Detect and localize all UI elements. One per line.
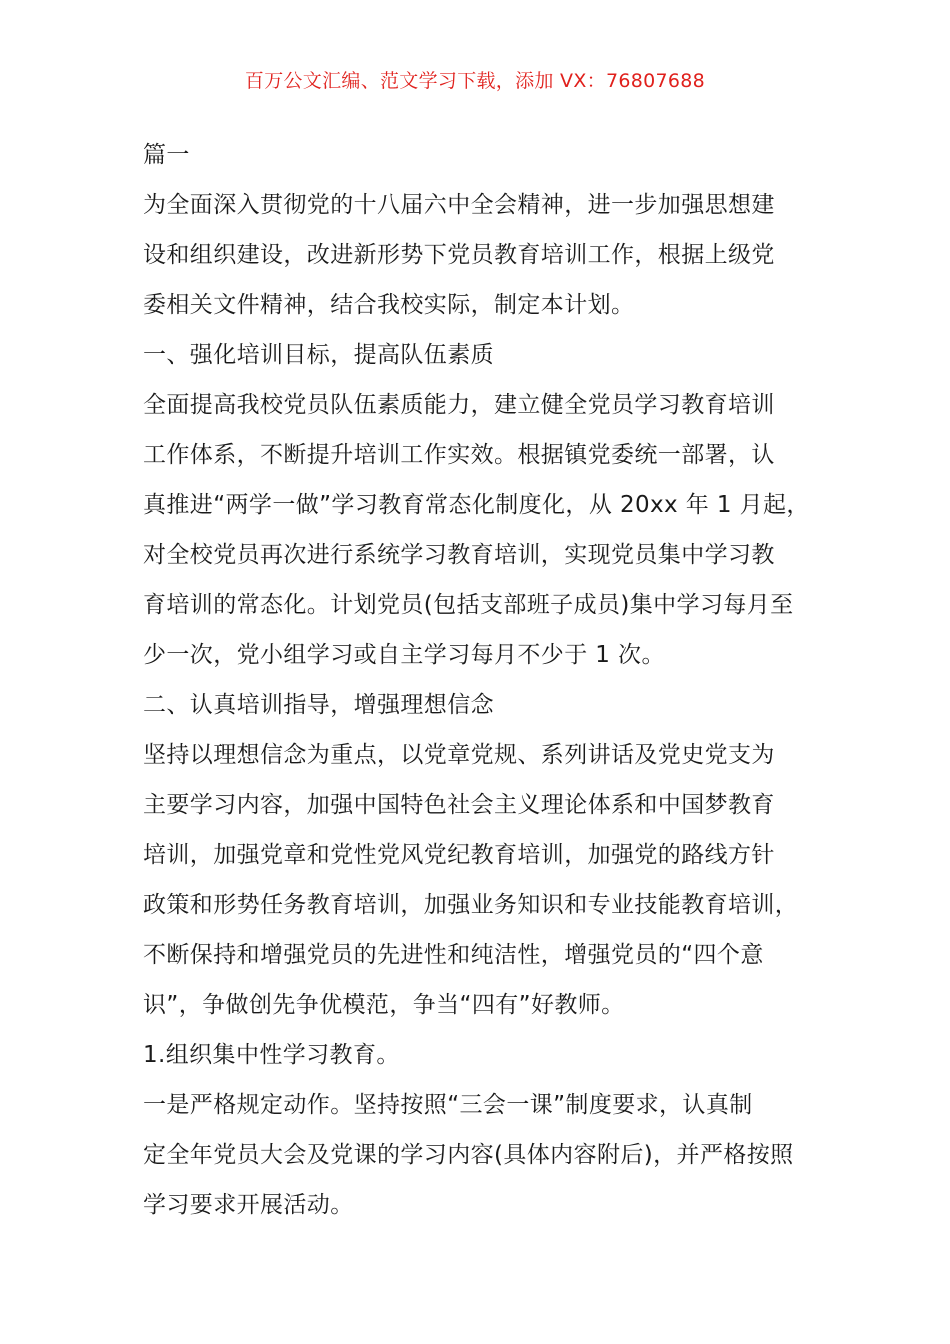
paragraph-line: 培训，加强党章和党性党风党纪教育培训，加强党的路线方针 [143, 842, 775, 868]
paragraph-line: 育培训的常态化。计划党员(包括支部班子成员)集中学习每月至 [143, 592, 794, 618]
paragraph-line: 学习要求开展活动。 [143, 1192, 354, 1218]
paragraph-line: 主要学习内容，加强中国特色社会主义理论体系和中国梦教育 [143, 792, 775, 818]
paragraph-line: 设和组织建设，改进新形势下党员教育培训工作，根据上级党 [143, 242, 775, 268]
heading-line: 二、认真培训指导，增强理想信念 [143, 692, 494, 718]
paragraph-line: 识”，争做创先争优模范，争当“四有”好教师。 [143, 992, 625, 1018]
paragraph-line: 工作体系，不断提升培训工作实效。根据镇党委统一部署，认 [143, 442, 775, 468]
paragraph-line: 定全年党员大会及党课的学习内容(具体内容附后)，并严格按照 [143, 1142, 794, 1168]
section-title: 篇一 [143, 142, 190, 168]
paragraph-line: 不断保持和增强党员的先进性和纯洁性，增强党员的“四个意 [143, 942, 764, 968]
paragraph-line: 为全面深入贯彻党的十八届六中全会精神，进一步加强思想建 [143, 192, 775, 218]
paragraph-line: 少一次，党小组学习或自主学习每月不少于 1 次。 [143, 642, 665, 668]
watermark-header: 百万公文汇编、范文学习下载，添加 VX：76807688 [244, 70, 706, 92]
paragraph-line: 真推进“两学一做”学习教育常态化制度化，从 20xx 年 1 月起， [143, 492, 810, 518]
paragraph-line: 委相关文件精神，结合我校实际，制定本计划。 [143, 292, 635, 318]
heading-line: 1.组织集中性学习教育。 [143, 1042, 400, 1068]
document-body [143, 130, 833, 1230]
paragraph-line: 全面提高我校党员队伍素质能力，建立健全党员学习教育培训 [143, 392, 775, 418]
paragraph-line: 对全校党员再次进行系统学习教育培训，实现党员集中学习教 [143, 542, 775, 568]
paragraph-line: 政策和形势任务教育培训，加强业务知识和专业技能教育培训， [143, 892, 799, 918]
paragraph-line: 坚持以理想信念为重点，以党章党规、系列讲话及党史党支为 [143, 742, 775, 768]
paragraph-line: 一是严格规定动作。坚持按照“三会一课”制度要求，认真制 [143, 1092, 753, 1118]
heading-line: 一、强化培训目标，提高队伍素质 [143, 342, 494, 368]
